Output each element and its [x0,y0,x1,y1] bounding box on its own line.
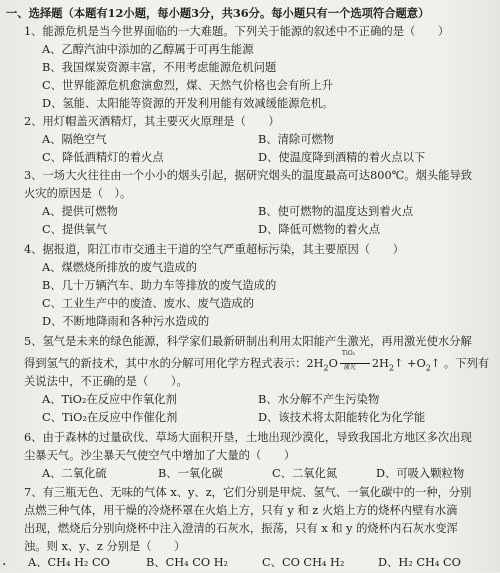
q5-stem-text-c: 2H [371,357,389,370]
q5-option-a: A、TiO₂在反应中作氧化剂 [42,393,177,406]
q5-condition: 激光 [343,364,356,371]
q6-option-d: D、可吸入颗粒物 [376,467,465,480]
q5-arrow-line [340,363,370,364]
q5-stem-line2 [24,350,490,375]
q7-option-c: C、CO CH₄ H₂ [262,556,345,569]
q3-stem-line1: 3、一场大火往往由一个小小的烟头引起，据研究烟头的温度最高可达800℃。烟头能导致 [24,169,473,182]
q1-option-c: C、世界能源危机愈演愈烈，煤、天然气价格也会有所上升 [42,79,334,92]
q7-stem-line3: 出现，燃烧后分别向烧杯中注入澄清的石灰水，振荡，只有 x 和 y 的烧杯内石灰水变浑 [24,522,458,535]
q7-option-a: A、CH₄ H₂ CO [28,556,110,569]
q3-stem-line2: 火灾的原因是（ ）。 [24,187,132,200]
q6-option-a: A、二氧化硫 [42,467,107,480]
q3-option-b: B、使可燃物的温度达到着火点 [258,205,414,218]
q7-option-d: D、H₂ CH₄ CO [378,556,461,569]
q2-option-b: B、清除可燃物 [258,133,335,146]
q3-option-d: D、降低可燃物的着火点 [258,223,381,236]
q5-subscript-b: 2 [388,363,394,373]
q5-stem-line3: 关说法中，不正确的是（ ）。 [24,375,188,388]
q5-reaction-arrow [338,350,372,371]
q5-subscript: 2 [323,363,329,373]
q7-stem-line4: 浊。则 x、y、z 分别是（ ） [24,540,186,553]
q2-option-c: C、降低酒精灯的着火点 [42,151,164,164]
q6-stem-line2: 尘暴天气。沙尘暴天气使空气中增加了大量的（ ） [24,449,296,462]
q1-option-b: B、我国煤炭资源丰富，不用考虑能源危机问题 [42,61,277,74]
q5-stem-text-b: O [328,357,338,370]
q1-option-d: D、氢能、太阳能等资源的开发利用能有效减缓能源危机。 [42,97,334,110]
q5-subscript-c: 2 [425,363,431,373]
section-title: 一、选择题（本题有12小题，每小题3分，共36分。每小题只有一个选项符合题意） [6,6,430,20]
q7-stem-line2: 点燃三种气体，用干燥的冷烧杯罩在火焰上方，只有 y 和 z 火焰上方的烧杯内壁有水滴 [24,504,458,517]
q6-stem-line1: 6、由于森林的过量砍伐、草场大面积开垦，土地出现沙漠化，导致我国北方地区多次出现 [24,431,472,444]
q2-option-a: A、隔绝空气 [42,133,107,146]
q4-option-b: B、几十万辆汽车、助力车等排放的废气造成的 [42,279,277,292]
q4-option-d: D、不断地降雨和各种污水造成的 [42,315,210,328]
q1-option-a: A、乙醇汽油中添加的乙醇属于可再生能源 [42,43,254,56]
q5-catalyst: TiO₂ [341,350,356,357]
q5-stem-text-e: ↑ 。下列有 [430,357,490,370]
q5-stem-text-a: 得到氢气的新技术，其中水的分解可用化学方程式表示：2H [24,357,324,370]
q5-option-b: B、水分解不产生污染物 [258,393,380,406]
q6-option-c: C、二氧化氮 [272,467,338,480]
q3-option-c: C、提供氧气 [42,223,108,236]
q6-option-b: B、一氧化碳 [158,467,223,480]
q5-option-d: D、该技术将太阳能转化为化学能 [258,411,426,424]
q5-option-c: C、TiO₂在反应中作催化剂 [42,411,178,424]
q4-stem: 4、据报道，阳江市市交通主干道的空气严重超标污染，其主要原因（ ） [24,243,404,256]
q5-stem-line1: 5、氢气是未来的绿色能源，科学家们最新研制出利用太阳能产生激光，再用激光使水分解 [24,335,472,348]
q4-option-a: A、煤燃烧所排放的废气造成的 [42,261,198,274]
q4-option-c: C、工业生产中的废渣、废水、废气造成的 [42,297,254,310]
q2-option-d: D、使温度降到酒精的着火点以下 [258,151,426,164]
q3-option-a: A、提供可燃物 [42,205,118,218]
q2-stem: 2、用灯帽盖灭酒精灯，其主要灭火原理是（ ） [24,115,280,128]
q7-stem-line1: 7、有三瓶无色、无味的气体 x、y、z，它们分别是甲烷、氢气、一氧化碳中的一种，分别 [24,486,472,499]
margin-dot: · [2,557,7,573]
q7-option-b: B、CH₄ CO H₂ [146,556,229,569]
q1-stem: 1、能源危机是当今世界面临的一大难题。下列关于能源的叙述中不正确的是（ ） [24,25,450,38]
q5-stem-text-d: ↑ +O [393,357,426,370]
